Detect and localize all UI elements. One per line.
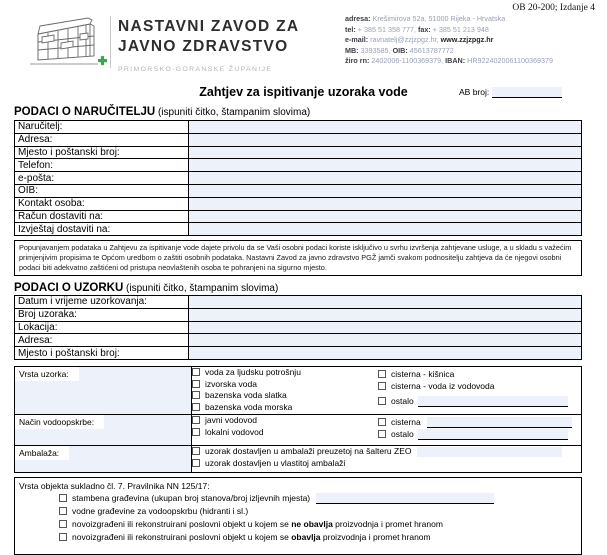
option-label: novoizgrađeni ili rekonstruirani poslovni objekt u kojem se	[72, 532, 292, 542]
row-label: Izvještaj dostaviti na:	[15, 223, 189, 236]
water-supply-label: Način vodoopskrbe:	[15, 415, 104, 429]
oib-label: OIB:	[392, 45, 408, 55]
row-label: Adresa:	[15, 334, 189, 347]
table-row	[15, 133, 582, 146]
checkbox[interactable]	[192, 380, 200, 388]
packaging-label: Ambalaža:	[15, 446, 69, 460]
institute-building-logo-icon	[28, 12, 110, 70]
table-row	[15, 308, 582, 321]
table-row	[15, 321, 582, 334]
checkbox[interactable]	[192, 459, 200, 467]
tel-value: + 385 51 358 777,	[357, 24, 416, 34]
cistern-detail-field[interactable]	[427, 417, 572, 428]
option-line	[378, 381, 568, 393]
option-label: ostalo	[391, 428, 414, 439]
row-label: Telefon:	[15, 159, 189, 172]
option-label: stambena građevina (ukupan broj stanova/broj izljevnih mjesta)	[72, 493, 311, 503]
checkbox[interactable]	[59, 494, 67, 502]
section1-heading-bold: PODACI O NARUČITELJU	[14, 106, 156, 118]
option-label: javni vodovod	[205, 415, 257, 425]
option-label: lokalni vodovod	[205, 426, 264, 437]
section2-heading-note: (ispuniti čitko, štampanim slovima)	[123, 283, 279, 294]
table-row	[15, 184, 582, 197]
option-label: novoizgrađeni ili rekonstruirani poslovni objekt u kojem se	[72, 519, 292, 529]
other-supply-field[interactable]	[418, 429, 568, 440]
section1-heading	[14, 106, 310, 118]
form-title: Zahtjev za ispitivanje uzoraka vode	[199, 85, 408, 99]
table-row	[15, 159, 582, 172]
section1-heading-note: (ispuniti čitko, štampanim slovima)	[155, 107, 311, 118]
row-label: Adresa:	[15, 133, 189, 146]
section2-heading	[14, 282, 278, 294]
table-row	[15, 210, 582, 223]
privacy-consent-note: Popunjavanjem podataka u Zahtjevu za ispitivanje vode dajete privolu da se Vaši osobni podaci koriste isključivo u svrhu izvršenja zahtjevane usluge, a u skladu s važećim primjenjivim propisima te Općom uredbom o zaštiti osobnih podataka. Nastavni Zavod za javno zdravstvo PGŽ jamči svakom podnositelju zahtjeva da će njegovi osobni podaci biti adekvatno zaštićeni od pristupa neovlaštenih osoba te pohranjeni na sigurno mjesto.	[14, 240, 582, 276]
input-cell[interactable]	[189, 197, 582, 210]
option-label: uzorak dostavljen u ambalaži preuzetoj na šalteru ZEO	[205, 446, 412, 456]
email-value: ravnatelj@zzjzpgz.hr,	[370, 35, 439, 45]
option-label: cisterna - voda iz vodovoda	[391, 380, 495, 391]
input-cell[interactable]	[189, 210, 582, 223]
row-label: OIB:	[15, 184, 189, 197]
fax-value: + 385 51 213 948	[432, 24, 489, 34]
table-row	[15, 197, 582, 210]
address-value: Krešimirova 52a, 51000 Rijeka - Hrvatska	[372, 14, 506, 23]
checkbox[interactable]	[59, 520, 67, 528]
option-label: cisterna - kišnica	[391, 369, 455, 379]
contact-phone-line	[345, 25, 597, 36]
org-subtitle: PRIMORSKO-GORANSKE ŽUPANIJE	[118, 66, 273, 73]
checkbox[interactable]	[192, 447, 200, 455]
option-line	[192, 458, 581, 470]
water-supply-row	[15, 415, 582, 446]
ziro-value: 2402006-1100369379,	[371, 56, 444, 66]
option-label: uzorak dostavljen u vlastitoj ambalaži	[205, 457, 346, 468]
input-cell[interactable]	[189, 321, 582, 334]
option-label: cisterna	[391, 417, 421, 427]
client-info-table	[14, 120, 582, 236]
ab-number-label: AB broj:	[459, 87, 490, 97]
contact-email-line	[345, 35, 597, 46]
logo-divider	[110, 16, 111, 68]
water-supply-column2	[378, 417, 572, 440]
table-row	[15, 172, 582, 185]
object-type-item-partial	[59, 531, 577, 544]
input-cell[interactable]	[189, 296, 582, 309]
table-row	[15, 334, 582, 347]
option-label: proizvodnja i promet hranom	[332, 519, 443, 529]
org-name-line2: JAVNO ZDRAVSTVO	[118, 38, 289, 55]
website-value: www.zzjzpgz.hr	[440, 35, 494, 45]
iban-value: HR9224020061100369379	[467, 56, 553, 66]
checkbox[interactable]	[59, 533, 67, 541]
address-label: adresa:	[345, 14, 371, 23]
mb-label: MB:	[345, 45, 359, 55]
contact-bank-line	[345, 56, 597, 67]
row-label: Kontakt osoba:	[15, 197, 189, 210]
ziro-label: žiro rn:	[345, 56, 370, 66]
option-label: bazenska voda morska	[205, 401, 293, 412]
form-code: OB 20-200; Izdanje 4	[512, 3, 595, 13]
row-label: Mjesto i poštanski broj:	[15, 347, 189, 360]
option-label: izvorska voda	[205, 378, 257, 389]
checkbox[interactable]	[378, 430, 386, 438]
option-line	[378, 429, 572, 441]
fax-label: fax:	[417, 24, 431, 34]
row-label: Naručitelj:	[15, 121, 189, 134]
table-row	[15, 223, 582, 236]
sample-info-table	[14, 295, 582, 360]
apartment-count-field[interactable]	[316, 493, 494, 504]
row-label: Broj uzoraka:	[15, 308, 189, 321]
sample-type-label-cell	[15, 367, 192, 415]
table-row	[15, 146, 582, 159]
checkbox[interactable]	[378, 397, 386, 405]
sample-type-row	[15, 367, 582, 415]
contact-block	[345, 14, 597, 67]
option-label-bold: ne obavlja	[291, 519, 333, 529]
input-cell[interactable]	[189, 159, 582, 172]
packaging-extra-field[interactable]	[417, 447, 562, 457]
checkbox[interactable]	[378, 382, 386, 390]
tel-label: tel:	[345, 24, 356, 34]
packaging-label-cell	[15, 446, 192, 473]
row-label: e-pošta:	[15, 172, 189, 185]
section2-heading-bold: PODACI O UZORKU	[14, 282, 124, 294]
other-sample-type-field[interactable]	[418, 396, 568, 407]
water-supply-options-cell	[192, 415, 582, 446]
org-name-block	[118, 17, 299, 80]
input-cell[interactable]	[189, 172, 582, 185]
option-line	[378, 396, 568, 408]
packaging-options-cell	[192, 446, 582, 473]
option-label: vodne građevine za vodoopskrbu (hidranti i sl.)	[72, 506, 249, 516]
option-line	[192, 446, 581, 458]
sample-options-table	[14, 366, 582, 473]
sample-type-options-cell	[192, 367, 582, 415]
input-cell[interactable]	[189, 334, 582, 347]
option-line	[378, 369, 568, 381]
object-type-heading: Vrsta objekta sukladno čl. 7. Pravilnika NN 125/17:	[19, 481, 210, 491]
table-row	[15, 121, 582, 134]
input-cell[interactable]	[189, 308, 582, 321]
option-label: proizvodnja i promet hranom	[320, 532, 431, 542]
checkbox[interactable]	[192, 391, 200, 399]
table-row	[15, 347, 582, 360]
input-cell[interactable]	[189, 146, 582, 159]
option-label: bazenska voda slatka	[205, 390, 287, 400]
table-row	[15, 296, 582, 309]
contact-address-line	[345, 14, 597, 25]
object-type-section	[14, 477, 582, 555]
checkbox[interactable]	[59, 507, 67, 515]
object-type-item	[59, 505, 577, 518]
checkbox[interactable]	[192, 416, 200, 424]
contact-registry-line	[345, 46, 597, 57]
row-label: Račun dostaviti na:	[15, 210, 189, 223]
row-label: Mjesto i poštanski broj:	[15, 146, 189, 159]
water-supply-label-cell	[15, 415, 192, 446]
checkbox[interactable]	[378, 418, 386, 426]
email-label: e-mail:	[345, 35, 369, 45]
row-label: Lokacija:	[15, 321, 189, 334]
sample-type-column2	[378, 369, 568, 408]
option-label-bold: obavlja	[291, 532, 321, 542]
row-label: Datum i vrijeme uzorkovanja:	[15, 296, 189, 309]
input-cell[interactable]	[189, 184, 582, 197]
ab-number-field[interactable]	[492, 87, 562, 98]
option-line	[378, 417, 572, 429]
input-cell[interactable]	[189, 133, 582, 146]
option-label: ostalo	[391, 396, 414, 406]
input-cell[interactable]	[189, 223, 582, 236]
org-name-line1: NASTAVNI ZAVOD ZA	[118, 18, 300, 35]
sample-type-label: Vrsta uzorka:	[15, 367, 79, 381]
checkbox[interactable]	[192, 403, 200, 411]
option-label: voda za ljudsku potrošnju	[205, 367, 301, 377]
oib-value: 45613787772	[409, 45, 454, 55]
ab-number-row	[459, 87, 562, 98]
packaging-row	[15, 446, 582, 473]
checkbox[interactable]	[192, 368, 200, 376]
checkbox[interactable]	[378, 370, 386, 378]
object-type-item	[59, 492, 577, 505]
object-type-item	[59, 518, 577, 531]
mb-value: 3393585,	[360, 45, 391, 55]
input-cell[interactable]	[189, 347, 582, 360]
iban-label: IBAN:	[445, 56, 466, 66]
input-cell[interactable]	[189, 121, 582, 134]
checkbox[interactable]	[192, 428, 200, 436]
